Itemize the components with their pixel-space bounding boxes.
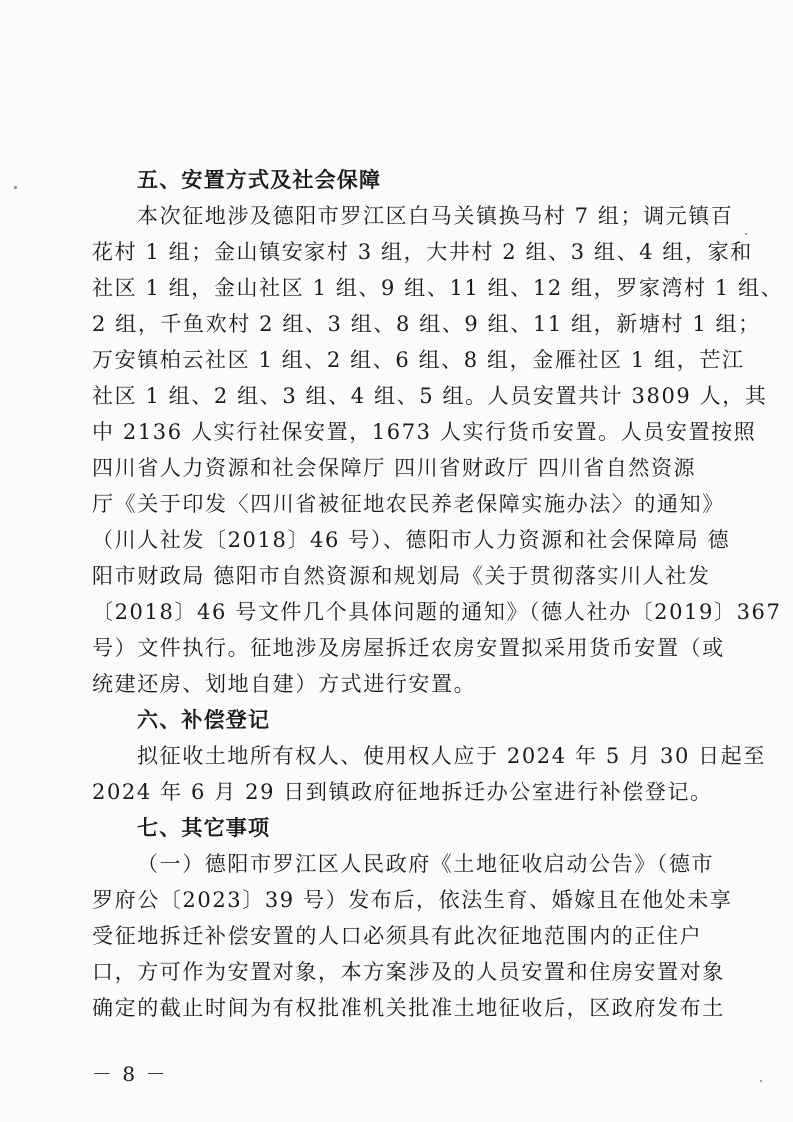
scan-speck: [14, 186, 17, 189]
paragraph-line: 2 组，千鱼欢村 2 组、3 组、8 组、9 组、11 组，新塘村 1 组；: [92, 312, 761, 336]
paragraph-line: 阳市财政局 德阳市自然资源和规划局《关于贯彻落实川人社发: [92, 564, 711, 588]
paragraph-line: 厅《关于印发〈四川省被征地农民养老保障实施办法〉的通知》: [92, 492, 725, 516]
paragraph-line: 万安镇柏云社区 1 组、2 组、6 组、8 组，金雁社区 1 组，芒江: [92, 348, 745, 372]
section-heading-registration: 六、补偿登记: [137, 708, 271, 732]
paragraph-line: 罗府公〔2023〕39 号）发布后，依法生育、婚嫁且在他处未享: [92, 888, 733, 912]
scan-speck: [745, 233, 747, 235]
paragraph-line: 社区 1 组，金山社区 1 组、9 组、11 组、12 组，罗家湾村 1 组、: [92, 276, 784, 300]
paragraph-line: 受征地拆迁补偿安置的人口必须具有此次征地范围内的正住户: [92, 924, 703, 948]
paragraph-line: 口，方可作为安置对象，本方案涉及的人员安置和住房安置对象: [92, 960, 725, 984]
paragraph-line: 统建还房、划地自建）方式进行安置。: [92, 672, 477, 696]
paragraph-line: （一）德阳市罗江区人民政府《土地征收启动公告》（德市: [137, 852, 715, 876]
scan-speck: [760, 1080, 762, 1082]
paragraph-line: 四川省人力资源和社会保障厅 四川省财政厅 四川省自然资源: [92, 456, 697, 480]
paragraph-line: 本次征地涉及德阳市罗江区白马关镇换马村 7 组；调元镇百: [137, 204, 734, 228]
section-heading-other-matters: 七、其它事项: [137, 816, 271, 840]
paragraph-line: 确定的截止时间为有权批准机关批准土地征收后，区政府发布土: [92, 996, 725, 1020]
paragraph-line: （川人社发〔2018〕46 号）、德阳市人力资源和社会保障局 德: [92, 528, 731, 552]
paragraph-line: 2024 年 6 月 29 日到镇政府征地拆迁办公室进行补偿登记。: [92, 780, 713, 804]
paragraph-line: 拟征收土地所有权人、使用权人应于 2024 年 5 月 30 日起至: [137, 744, 766, 768]
paragraph-line: 花村 1 组；金山镇安家村 3 组，大井村 2 组、3 组、4 组，家和: [92, 240, 753, 264]
paragraph-line: 号）文件执行。征地涉及房屋拆迁农房安置拟采用货币安置（或: [92, 636, 725, 660]
paragraph-line: 中 2136 人实行社保安置，1673 人实行货币安置。人员安置按照: [92, 420, 757, 444]
paragraph-line: 社区 1 组、2 组、3 组、4 组、5 组。人员安置共计 3809 人，其: [92, 384, 768, 408]
section-heading-resettlement: 五、安置方式及社会保障: [137, 168, 382, 192]
paragraph-line: 〔2018〕46 号文件几个具体问题的通知》（德人社办〔2019〕367: [92, 600, 782, 624]
page-number: － 8 －: [92, 1062, 168, 1086]
